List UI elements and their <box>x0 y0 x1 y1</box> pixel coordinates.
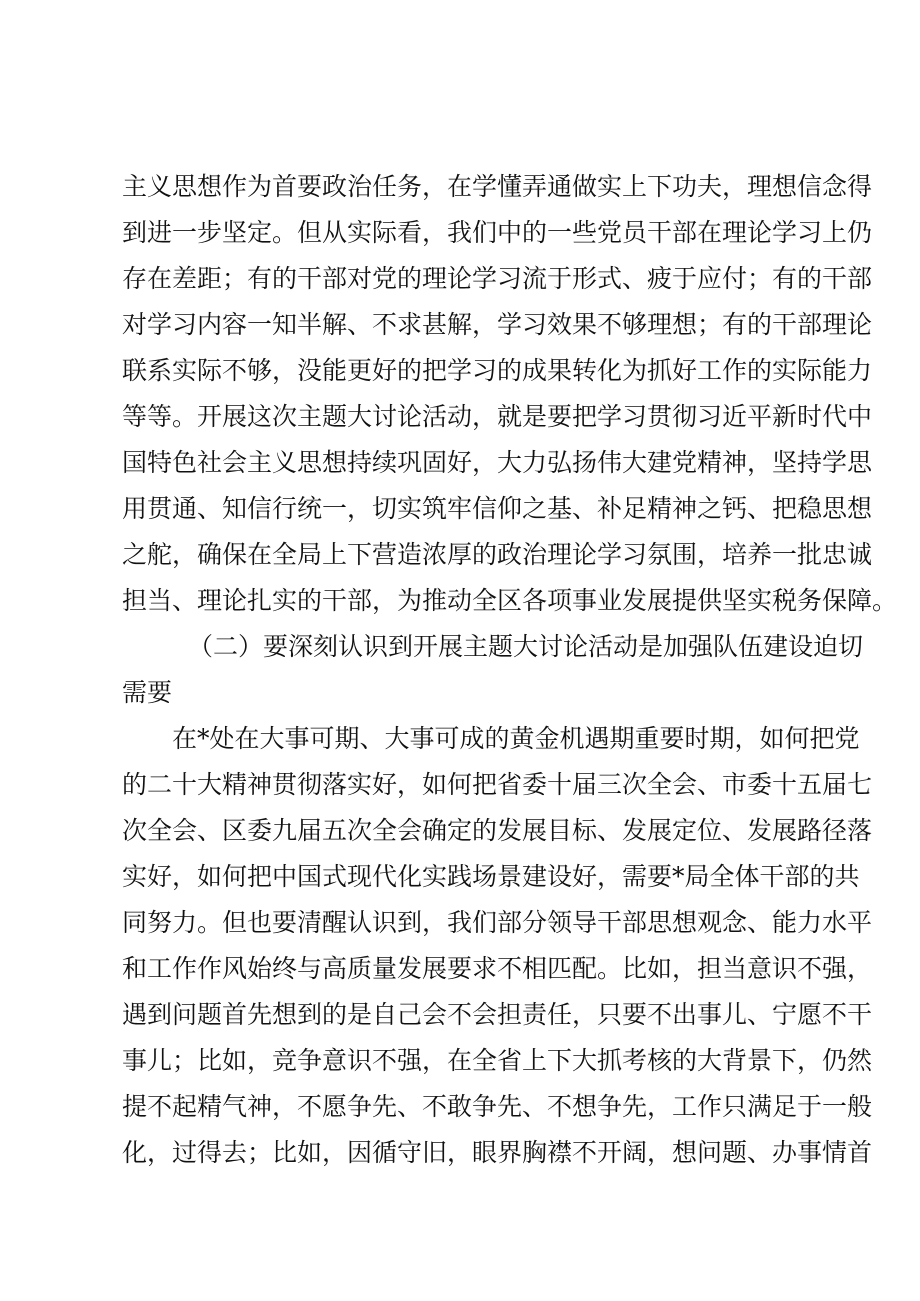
text-line: 到进一步坚定。但从实际看，我们中的一些党员干部在理论学习上仍 <box>122 218 873 247</box>
text-line: 主义思想作为首要政治任务，在学懂弄通做实上下功夫，理想信念得 <box>122 172 873 201</box>
paragraph-first-line: 在*处在大事可期、大事可成的黄金机遇期重要时期，如何把党 <box>172 724 860 753</box>
text-line: 化，过得去；比如，因循守旧，眼界胸襟不开阔，想问题、办事情首 <box>122 1138 873 1167</box>
text-line: 对学习内容一知半解、不求甚解，学习效果不够理想；有的干部理论 <box>122 310 873 339</box>
text-line: 联系实际不够，没能更好的把学习的成果转化为抓好工作的实际能力 <box>122 356 873 385</box>
document-body <box>122 164 898 1176</box>
text-line: 同努力。但也要清醒认识到，我们部分领导干部思想观念、能力水平 <box>122 908 873 937</box>
text-line: 等等。开展这次主题大讨论活动，就是要把学习贯彻习近平新时代中 <box>122 402 873 431</box>
text-line: 用贯通、知信行统一，切实筑牢信仰之基、补足精神之钙、把稳思想 <box>122 494 873 523</box>
text-line: 国特色社会主义思想持续巩固好，大力弘扬伟大建党精神，坚持学思 <box>122 448 873 477</box>
text-line: 和工作作风始终与高质量发展要求不相匹配。比如，担当意识不强， <box>122 954 873 983</box>
text-line: 事儿；比如，竞争意识不强，在全省上下大抓考核的大背景下，仍然 <box>122 1046 873 1075</box>
section-heading-line: （二）要深刻认识到开展主题大讨论活动是加强队伍建设迫切 <box>188 632 864 661</box>
section-heading-line: 需要 <box>122 678 173 707</box>
text-line: 次全会、区委九届五次全会确定的发展目标、发展定位、发展路径落 <box>122 816 873 845</box>
text-line: 遇到问题首先想到的是自己会不会担责任，只要不出事儿、宁愿不干 <box>122 1000 873 1029</box>
text-line: 担当、理论扎实的干部，为推动全区各项事业发展提供坚实税务保障。 <box>122 586 898 615</box>
text-line: 实好，如何把中国式现代化实践场景建设好，需要*局全体干部的共 <box>122 862 860 891</box>
text-line: 的二十大精神贯彻落实好，如何把省委十届三次全会、市委十五届七 <box>122 770 873 799</box>
text-line: 之舵，确保在全局上下营造浓厚的政治理论学习氛围，培养一批忠诚 <box>122 540 873 569</box>
text-line: 存在差距；有的干部对党的理论学习流于形式、疲于应付；有的干部 <box>122 264 873 293</box>
text-line: 提不起精气神，不愿争先、不敢争先、不想争先，工作只满足于一般 <box>122 1092 873 1121</box>
